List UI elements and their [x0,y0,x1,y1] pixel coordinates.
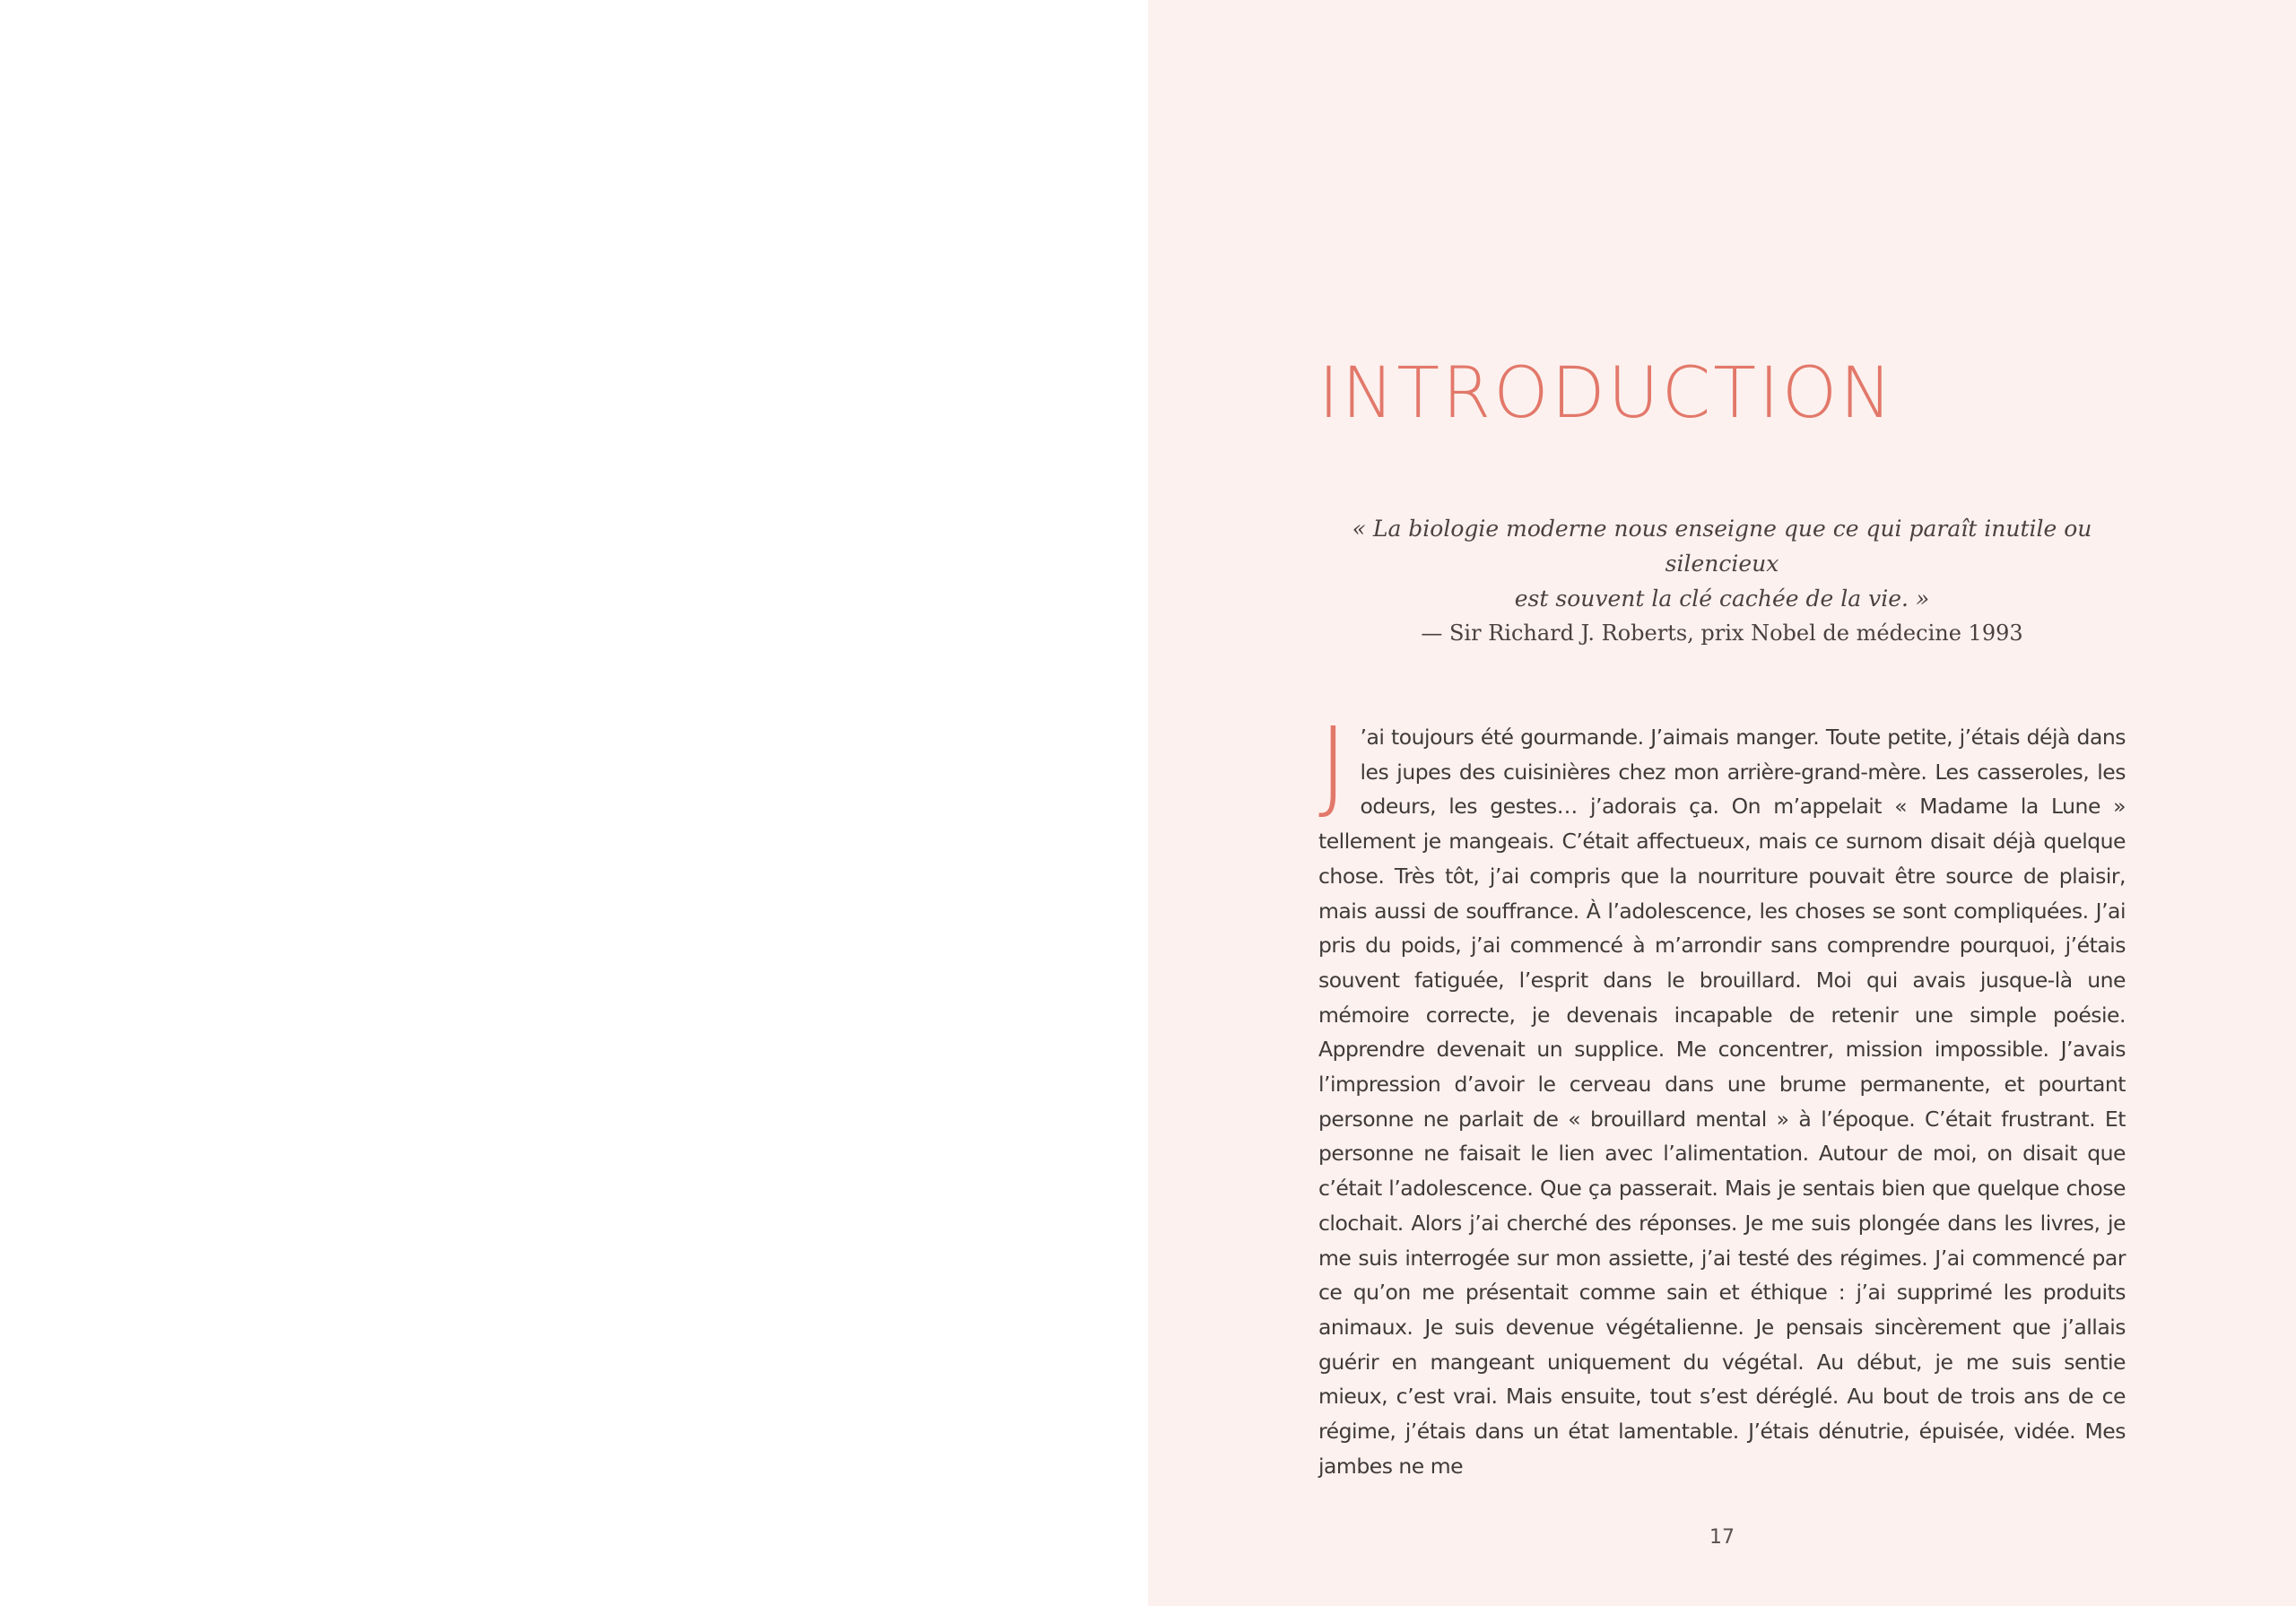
epigraph-quote-line-2: est souvent la clé cachée de la vie. » [1514,586,1930,612]
body-paragraph [1318,707,2126,1483]
epigraph-attribution: — Sir Richard J. Roberts, prix Nobel de médecine 1993 [1421,621,2023,646]
epigraph-quote-line-1: « La biologie moderne nous enseigne que ce qui paraît inutile ou silencieux [1352,516,2092,577]
chapter-title: INTRODUCTION [1318,353,1895,434]
drop-cap: J [1318,707,1348,823]
body-text: ’ai toujours été gourmande. J’aimais manger. Toute petite, j’étais déjà dans les jupes des cuisinières chez mon arrière-grand-mère. Les casseroles, les odeurs, les gestes… j’adorais ça. On m’appelait « Madame la Lune » tellement je mangeais. C’était affectueux, mais ce surnom disait déjà quelque chose. Très tôt, j’ai compris que la nourriture pouvait être source de plaisir, mais aussi de souffrance. À l’adolescence, les choses se sont compliquées. J’ai pris du poids, j’ai commencé à m’arrondir sans comprendre pourquoi, j’étais souvent fatiguée, l’esprit dans le brouillard. Moi qui avais jusque-là une mémoire correcte, je devenais incapable de retenir une simple poésie. Apprendre devenait un supplice. Me concentrer, mission impossible. J’avais l’impression d’avoir le cerveau dans une brume permanente, et pourtant personne ne parlait de « brouillard mental » à l’époque. C’était frustrant. Et personne ne faisait le lien avec l’alimentation. Autour de moi, on disait que c’était l’adolescence. Que ça passerait. Mais je sentais bien que quelque chose clochait. Alors j’ai cherché des réponses. Je me suis plongée dans les livres, je me suis interrogée sur mon assiette, j’ai testé des régimes. J’ai commencé par ce qu’on me présentait comme sain et éthique : j’ai supprimé les produits animaux. Je suis devenue végétalienne. Je pensais sincèrement que j’allais guérir en mangeant uniquement du végétal. Au début, je me suis sentie mieux, c’est vrai. Mais ensuite, tout s’est déréglé. Au bout de trois ans de ce régime, j’étais dans un état lamentable. J’étais dénutrie, épuisée, vidée. Mes jambes ne me [1318,725,2126,1479]
epigraph [1318,511,2126,651]
page-number: 17 [1709,1526,1735,1549]
